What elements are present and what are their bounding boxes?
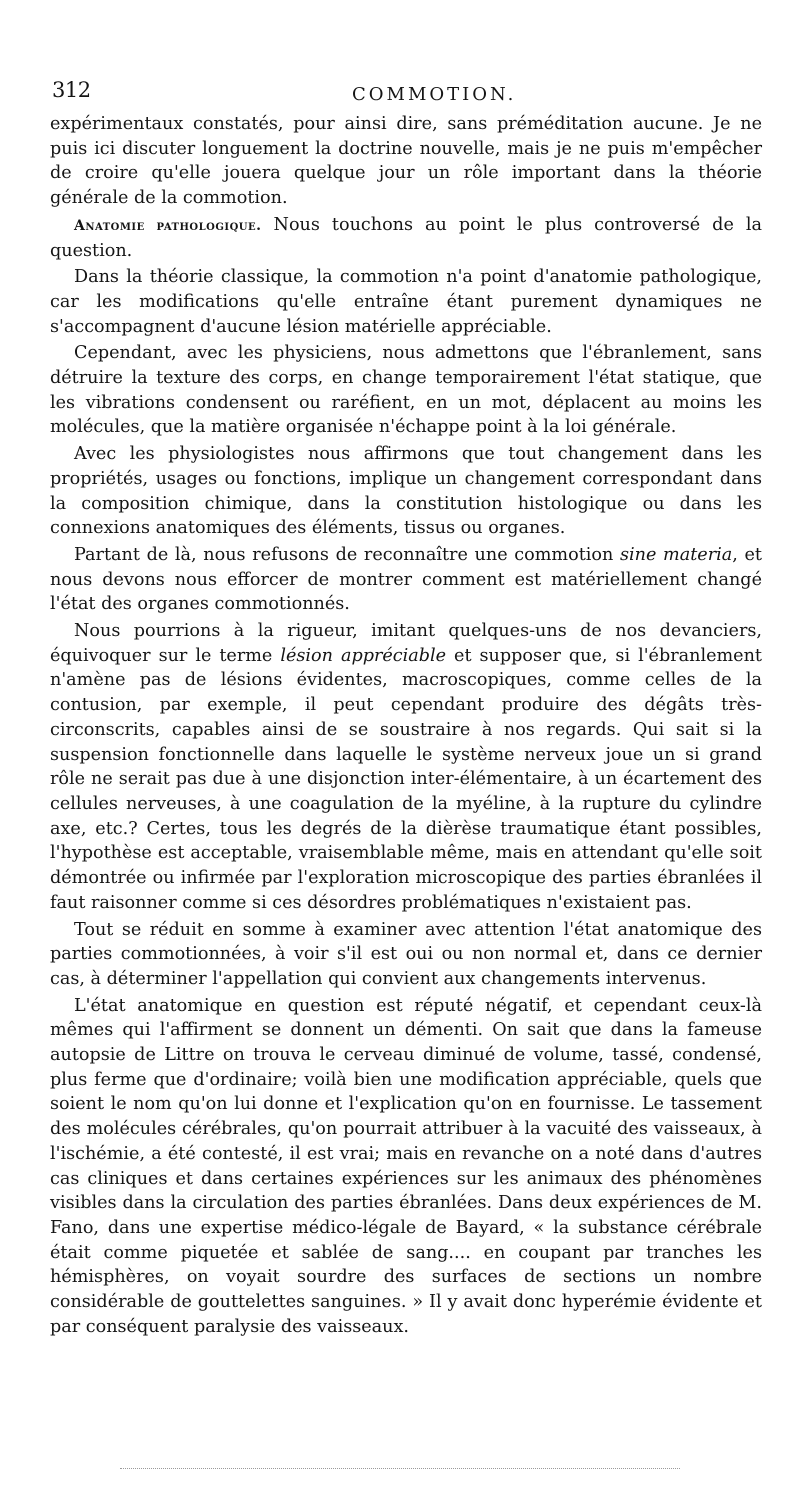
paragraph-examiner: Tout se réduit en somme à examiner avec attention l'état anatomique des parties commotionnées, à voir s'il est oui ou non normal et, dans ce dernier cas, à déterminer l'appellation qui convient aux changements intervenus. (50, 919, 762, 989)
paragraph-theorie-classique: Dans la théorie classique, la commotion n'a point d'anatomie pathologique, car les modifications qu'elle entraîne étant purement dynamiques ne s'accompagnent d'aucune lésion matérielle appréciable. (50, 267, 762, 337)
page-number: 312 (52, 78, 91, 102)
page-header (52, 78, 764, 108)
paragraph-etat-anatomique: L'état anatomique en question est réputé négatif, et cependant ceux-là mêmes qui l'affirment se donnent un démenti. On sait que dans la fameuse autopsie de Littre on trouva le cerveau diminué de volume, tassé, condensé, plus ferme que d'ordinaire; voilà bien une modification appréciable, quels que soient le nom qu'on lui donne et l'explication qu'on en fournisse. Le tassement des molécules cérébrales, qu'on pourrait attribuer à la vacuité des vaisseaux, à l'ischémie, a été contesté, il est vrai; mais en revanche on a noté dans d'autres cas cliniques et dans certaines expériences sur les animaux des phénomènes visibles dans la circulation des parties ébranlées. Dans deux expériences de M. Fano, dans une expertise médico-légale de Bayard, « la substance cérébrale était comme piquetée et sablée de sang.... en coupant par tranches les hémisphères, on voyait sourdre des surfaces de sections un nombre considérable de gouttelettes sanguines. » Il y avait donc hyperémie évidente et par conséquent paralysie des vaisseaux. (50, 995, 762, 1337)
italic-phrase: sine materia (619, 544, 733, 565)
paragraph-physiologistes: Avec les physiologistes nous affirmons que tout changement dans les propriétés, usages ou fonctions, implique un changement correspondant dans la composition chimique, dans la constitution histologique ou dans les connexions anatomiques des éléments, tissus ou organes. (50, 444, 762, 539)
paragraph-text: , et nous devons nous efforcer de montrer comment est matériellement changé l'état des organes commotionnés. (50, 544, 762, 615)
paragraph-physiciens: Cependant, avec les physiciens, nous admettons que l'ébranlement, sans détruire la texture des corps, en change temporairement l'état statique, que les vibrations condensent ou raréfient, en un mot, déplacent au moins les molécules, que la matière organisée n'échappe point à la loi générale. (50, 343, 762, 438)
body-text (50, 112, 762, 1341)
paragraph-text: Nous touchons au point le plus controversé de la question. (50, 214, 762, 261)
paragraph-text: Partant de là, nous refusons de reconnaître une commotion (74, 544, 620, 565)
section-heading: Anatomie pathologique. (74, 217, 262, 234)
paragraph-continued: expérimentaux constatés, pour ainsi dire, sans préméditation aucune. Je ne puis ici discuter longuement la doctrine nouvelle, mais je ne puis m'empêcher de croire qu'elle jouera quelque jour un rôle important dans la théorie générale de la commotion. (50, 114, 762, 209)
paragraph-sine-materia (50, 543, 762, 617)
footer-rule (120, 1468, 680, 1470)
running-title: COMMOTION. (352, 84, 517, 105)
paragraph-anatomie (50, 213, 762, 263)
paragraph-text: Nous pourrions à la rigueur, imitant quelques-uns de nos devanciers, équivoquer sur le terme (50, 621, 762, 666)
paragraph-text: et supposer que, si l'ébranlement n'amène pas de lésions évidentes, macroscopiques, comme celles de la contusion, par exemple, il peut cependant produire des dégâts très-circonscrits, capables ainsi de se soustraire à nos regards. Qui sait si la suspension fonctionnelle dans laquelle le système nerveux joue un si grand rôle ne serait pas due à une disjonction inter-élémentaire, à un écartement des cellules nerveuses, à une coagulation de la myéline, à la rupture du cylindre axe, etc.? Certes, tous les degrés de la dièrèse traumatique étant possibles, l'hypothèse est acceptable, vraisemblable même, mais en attendant qu'elle soit démontrée ou infirmée par l'exploration microscopique des parties ébranlées il faut raisonner comme si ces désordres problématiques n'existaient pas. (50, 645, 762, 913)
italic-phrase: lésion appréciable (280, 645, 447, 666)
paragraph-lesion-appreciable (50, 619, 762, 915)
